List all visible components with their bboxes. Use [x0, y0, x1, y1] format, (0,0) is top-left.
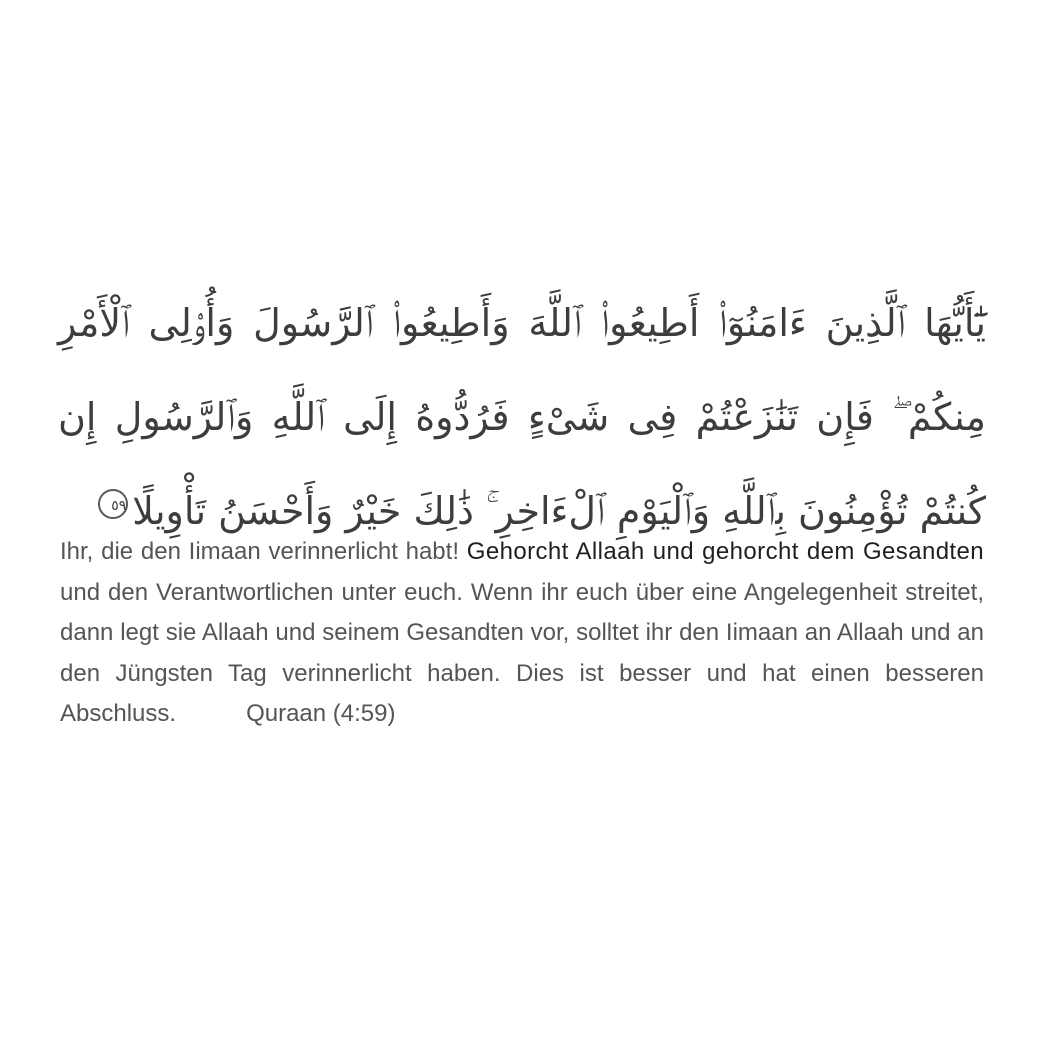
translation-emphasis: Gehorcht Allaah und gehorcht dem Gesandten — [466, 538, 984, 565]
translation-body: und den Verantwortlichen unter euch. Wenn ihr euch über eine Angelegenheit streitet, dann legt sie Allaah und seinem Gesandten vor, solltet ihr den Iimaan an Allaah und an den Jüngsten Tag verinnerlicht haben. Dies ist besser und hat einen besseren Abschluss. — [60, 578, 984, 727]
verse-reference: Quraan (4:59) — [246, 700, 396, 727]
arabic-verse-text — [58, 276, 986, 558]
german-translation — [60, 532, 984, 735]
arabic-verse — [58, 276, 986, 558]
translation-intro: Ihr, die den Iimaan verinnerlicht habt! — [60, 538, 467, 565]
ayah-number-marker: ٥٩ — [98, 489, 128, 519]
arabic-verse-body: يَٰٓأَيُّهَا ٱلَّذِينَ ءَامَنُوٓا۟ أَطِيعُوا۟ ٱللَّهَ وَأَطِيعُوا۟ ٱلرَّسُولَ وَأُو۟لِى ٱلْأَمْرِ مِنكُمْ ۖ فَإِن تَنَٰزَعْتُمْ فِى شَىْءٍ فَرُدُّوهُ إِلَى ٱللَّهِ وَٱلرَّسُولِ إِن كُنتُمْ تُؤْمِنُونَ بِٱللَّهِ وَٱلْيَوْمِ ٱلْءَاخِرِ ۚ ذَٰلِكَ خَيْرٌ وَأَحْسَنُ تَأْوِيلًا — [58, 301, 986, 533]
